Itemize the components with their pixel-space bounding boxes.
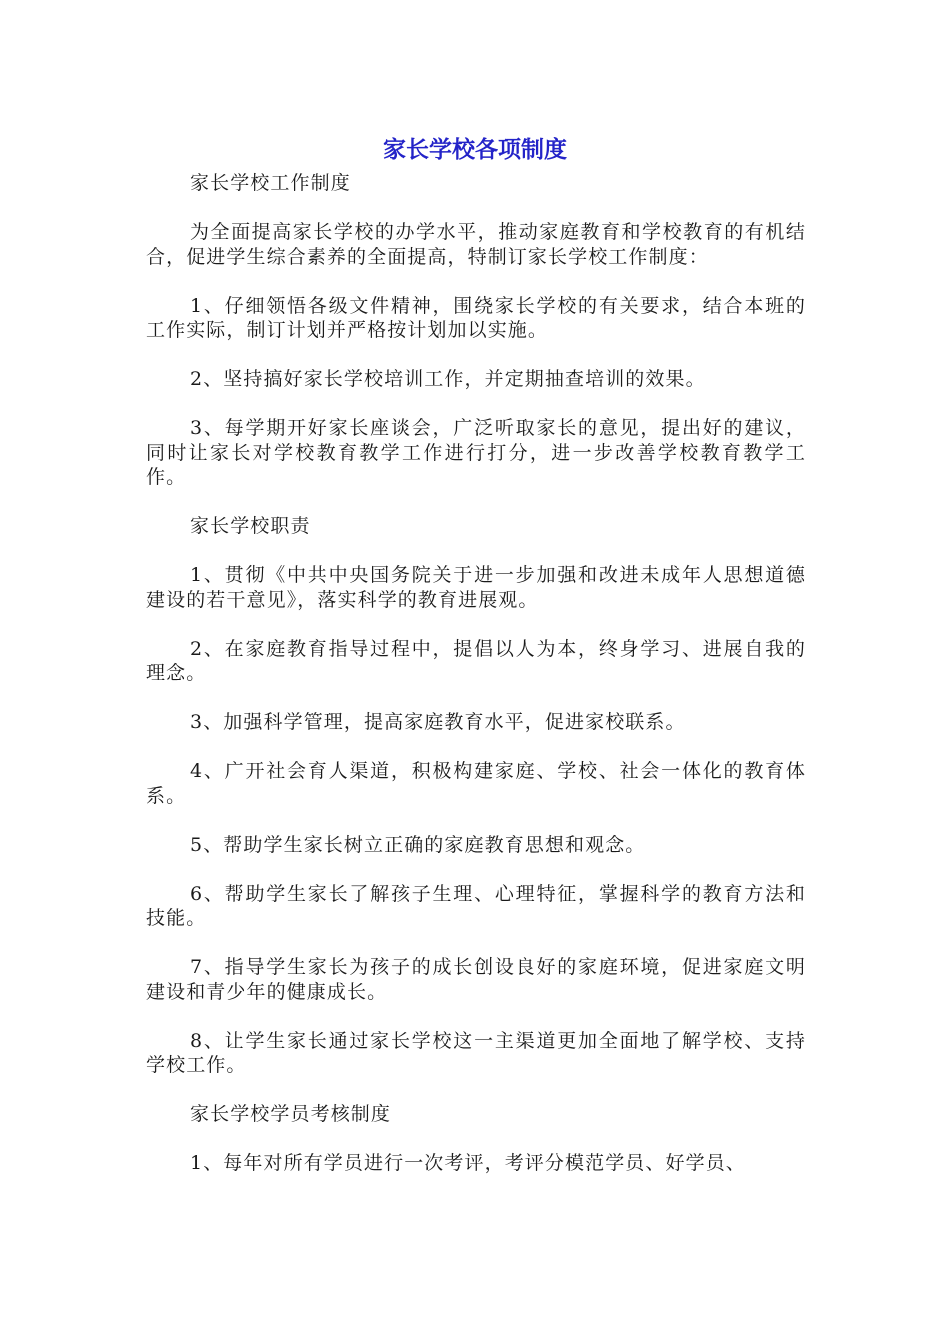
paragraph-work-rule-2: 2、坚持搞好家长学校培训工作，并定期抽查培训的效果。 [190, 368, 706, 390]
paragraph-duty-4: 4、广开社会育人渠道，积极构建家庭、学校、社会一体化的教育体系。 [146, 760, 806, 807]
paragraph-assessment-1: 1、每年对所有学员进行一次考评，考评分模范学员、好学员、 [190, 1152, 746, 1174]
document-title: 家长学校各项制度 [383, 137, 567, 163]
paragraph-intro: 为全面提高家长学校的办学水平，推动家庭教育和学校教育的有机结合，促进学生综合素养的全面提高，特制订家长学校工作制度： [146, 221, 806, 268]
paragraph-duty-2: 2、在家庭教育指导过程中，提倡以人为本，终身学习、进展自我的理念。 [146, 637, 806, 684]
paragraph-duty-1: 1、贯彻《中共中央国务院关于进一步加强和改进未成年人思想道德建设的若干意见》，落实科学的教育进展观。 [146, 564, 806, 611]
paragraph-duty-8: 8、让学生家长通过家长学校这一主渠道更加全面地了解学校、支持学校工作。 [146, 1029, 806, 1076]
paragraph-work-rule-1: 1、仔细领悟各级文件精神，围绕家长学校的有关要求，结合本班的工作实际，制订计划并严格按计划加以实施。 [146, 294, 806, 341]
section-heading-assessment: 家长学校学员考核制度 [190, 1103, 392, 1125]
section-heading-duties: 家长学校职责 [190, 515, 311, 537]
paragraph-duty-5: 5、帮助学生家长树立正确的家庭教育思想和观念。 [190, 833, 646, 856]
section-heading-work-rules: 家长学校工作制度 [190, 172, 351, 194]
paragraph-work-rule-3: 3、每学期开好家长座谈会，广泛听取家长的意见，提出好的建议，同时让家长对学校教育教学工作进行打分，进一步改善学校教育教学工作。 [146, 417, 806, 488]
paragraph-duty-3: 3、加强科学管理，提高家庭教育水平，促进家校联系。 [190, 711, 686, 733]
document-body [146, 171, 806, 1200]
paragraph-duty-6: 6、帮助学生家长了解孩子生理、心理特征，掌握科学的教育方法和技能。 [146, 882, 806, 929]
paragraph-duty-7: 7、指导学生家长为孩子的成长创设良好的家庭环境，促进家庭文明建设和青少年的健康成长。 [146, 956, 806, 1003]
